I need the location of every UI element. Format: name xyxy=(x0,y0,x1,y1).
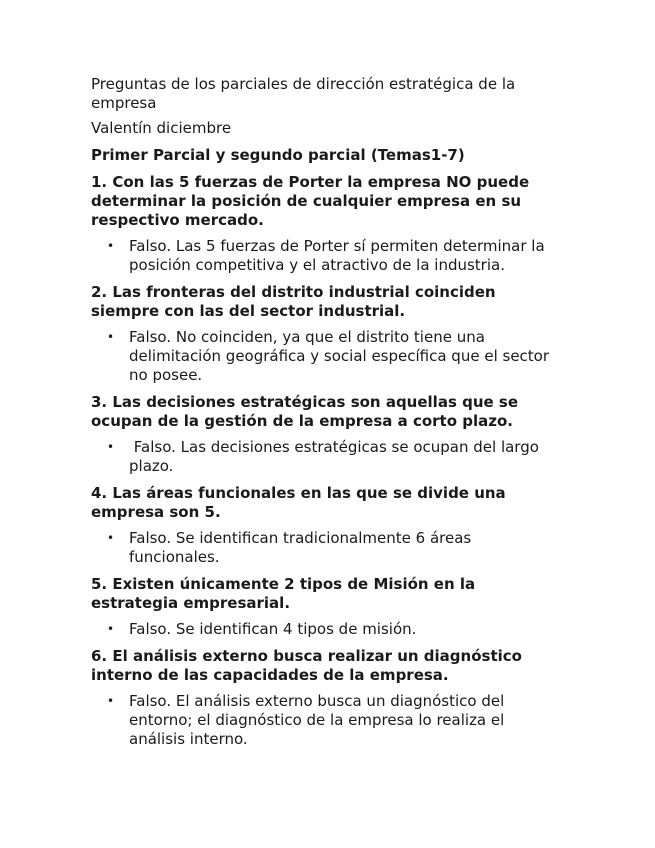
answer-list xyxy=(91,692,561,749)
question-text: 6. El análisis externo busca realizar un diagnóstico interno de las capacidades de la empresa. xyxy=(91,647,522,684)
answer-text: Falso. Las 5 fuerzas de Porter sí permiten determinar la posición competitiva y el atractivo de la industria. xyxy=(129,237,545,274)
question-block xyxy=(91,575,561,639)
section-title: Primer Parcial y segundo parcial (Temas1-7) xyxy=(91,146,465,164)
answer-list xyxy=(91,237,561,275)
bullet-icon: • xyxy=(107,330,115,344)
question-text: 4. Las áreas funcionales en las que se divide una empresa son 5. xyxy=(91,484,506,521)
bullet-icon: • xyxy=(107,694,115,708)
question-block xyxy=(91,484,561,567)
bullet-icon: • xyxy=(107,239,115,253)
question-text: 5. Existen únicamente 2 tipos de Misión en la estrategia empresarial. xyxy=(91,575,476,612)
bullet-icon: • xyxy=(107,531,115,545)
answer-list xyxy=(91,328,561,385)
answer-item xyxy=(91,328,561,385)
answer-list xyxy=(91,620,561,639)
answer-item xyxy=(91,438,561,476)
question-block xyxy=(91,173,561,275)
question-block xyxy=(91,647,561,749)
answer-text: Falso. Se identifican tradicionalmente 6 áreas funcionales. xyxy=(129,529,472,566)
question-block xyxy=(91,393,561,476)
answer-list xyxy=(91,529,561,567)
answer-item xyxy=(91,620,561,639)
answer-item xyxy=(91,237,561,275)
answer-list xyxy=(91,438,561,476)
document-page xyxy=(91,75,561,749)
answer-item xyxy=(91,692,561,749)
bullet-icon: • xyxy=(107,440,115,454)
answer-text: Falso. Se identifican 4 tipos de misión. xyxy=(129,620,417,638)
document-author: Valentín diciembre xyxy=(91,119,232,137)
answer-text: Falso. El análisis externo busca un diagnóstico del entorno; el diagnóstico de la empresa lo realiza el análisis interno. xyxy=(129,692,505,748)
question-block xyxy=(91,283,561,385)
bullet-icon: • xyxy=(107,622,115,636)
question-text: 1. Con las 5 fuerzas de Porter la empresa NO puede determinar la posición de cualquier empresa en su respectivo mercado. xyxy=(91,173,530,229)
answer-text: Falso. No coinciden, ya que el distrito tiene una delimitación geográfica y social específica que el sector no posee. xyxy=(129,328,550,384)
answer-item xyxy=(91,529,561,567)
question-text: 2. Las fronteras del distrito industrial coinciden siempre con las del sector industrial. xyxy=(91,283,496,320)
question-text: 3. Las decisiones estratégicas son aquellas que se ocupan de la gestión de la empresa a corto plazo. xyxy=(91,393,519,430)
document-title: Preguntas de los parciales de dirección estratégica de la empresa xyxy=(91,75,516,112)
answer-text: Falso. Las decisiones estratégicas se ocupan del largo plazo. xyxy=(129,438,544,475)
